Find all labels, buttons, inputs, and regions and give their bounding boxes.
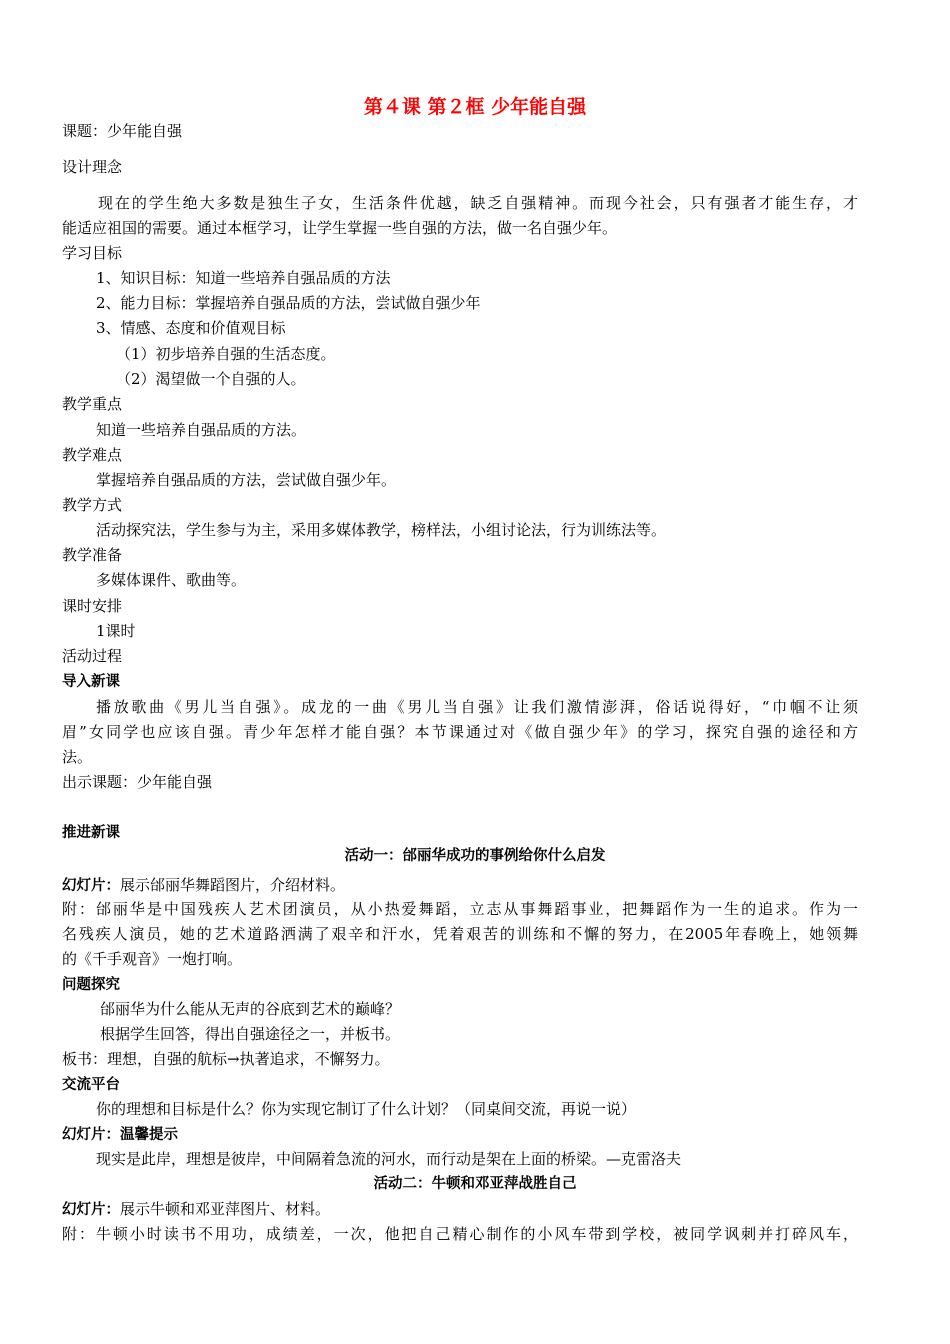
board-text: 板书：理想，自强的航标→执著追求，不懈努力。 — [62, 1050, 390, 1068]
slide-text: 展示牛顿和邓亚萍图片、材料。 — [120, 1200, 331, 1218]
tip-text: 现实是此岸，理想是彼岸，中间隔着急流的河水，而行动是架在上面的桥梁。—克雷洛夫 — [96, 1150, 682, 1168]
method-text: 活动探究法，学生参与为主，采用多媒体教学，榜样法，小组讨论法，行为训练法等。 — [96, 521, 667, 539]
page-title: 第４课 第２框 少年能自强 — [363, 96, 587, 118]
topic-line: 课题：少年能自强 — [62, 122, 183, 140]
show-topic-line: 出示课题：少年能自强 — [62, 773, 213, 791]
slide-line — [62, 1199, 330, 1220]
activity-one-title: 活动一：邰丽华成功的事例给你什么启发 — [344, 848, 606, 864]
prep-heading: 教学准备 — [62, 546, 123, 564]
slide-label: 幻灯片： — [62, 878, 120, 894]
goal-subitem: （1）初步培养自强的生活态度。 — [116, 345, 336, 363]
note-paragraph-line: 的《千手观音》一炮打响。 — [62, 950, 243, 968]
exchange-heading: 交流平台 — [62, 1077, 120, 1093]
slide-line — [62, 875, 345, 896]
intro-paragraph-line: 眉”女同学也应该自强。青少年怎样才能自强？本节课通过对《做自强少年》的学习，探究自强的途径和方 — [62, 723, 858, 741]
intro-paragraph-line: 播放歌曲《男儿当自强》。成龙的一曲《男儿当自强》让我们激情澎湃，俗话说得好，“巾帼不让须 — [96, 698, 858, 716]
goal-subitem: （2）渴望做一个自强的人。 — [116, 370, 306, 388]
answer-text: 根据学生回答，得出自强途径之一，并板书。 — [100, 1025, 401, 1043]
activity-two-title: 活动二：牛顿和邓亚萍战胜自己 — [373, 1176, 577, 1192]
intro-paragraph-line: 法。 — [62, 748, 93, 766]
prep-text: 多媒体课件、歌曲等。 — [96, 571, 247, 589]
note-paragraph-line: 名残疾人演员，她的艺术道路洒满了艰辛和汗水，凭着艰苦的训练和不懈的努力，在2005年春晚上，她领舞 — [62, 925, 858, 943]
advance-heading: 推进新课 — [62, 825, 120, 841]
tip-heading: 幻灯片：温馨提示 — [62, 1127, 178, 1143]
slide-text: 展示邰丽华舞蹈图片，介绍材料。 — [120, 876, 346, 894]
hours-heading: 课时安排 — [62, 597, 123, 615]
difficulty-heading: 教学难点 — [62, 446, 123, 464]
question-heading: 问题探究 — [62, 977, 120, 993]
concept-paragraph-line: 能适应祖国的需要。通过本框学习，让学生掌握一些自强的方法，做一名自强少年。 — [62, 219, 618, 237]
intro-heading: 导入新课 — [62, 674, 120, 690]
goal-item: 1、知识目标：知道一些培养自强品质的方法 — [96, 269, 391, 287]
method-heading: 教学方式 — [62, 496, 123, 514]
goals-heading: 学习目标 — [62, 244, 123, 262]
concept-heading: 设计理念 — [62, 158, 123, 176]
hours-text: 1课时 — [96, 622, 136, 640]
key-text: 知道一些培养自强品质的方法。 — [96, 421, 307, 439]
exchange-text: 你的理想和目标是什么？你为实现它制订了什么计划？（同桌间交流，再说一说） — [96, 1100, 637, 1118]
difficulty-text: 掌握培养自强品质的方法，尝试做自强少年。 — [96, 471, 397, 489]
goal-item: 2、能力目标：掌握培养自强品质的方法，尝试做自强少年 — [96, 294, 481, 312]
concept-paragraph-line: 现在的学生绝大多数是独生子女，生活条件优越，缺乏自强精神。而现今社会，只有强者才能生存，才 — [98, 194, 858, 212]
goal-item: 3、情感、态度和价值观目标 — [96, 319, 286, 337]
question-text: 邰丽华为什么能从无声的谷底到艺术的巅峰？ — [100, 1000, 401, 1018]
note-paragraph-line: 附：邰丽华是中国残疾人艺术团演员，从小热爱舞蹈，立志从事舞蹈事业，把舞蹈作为一生的追求。作为一 — [62, 900, 858, 918]
process-heading: 活动过程 — [62, 647, 123, 665]
slide-label: 幻灯片： — [62, 1202, 120, 1218]
key-heading: 教学重点 — [62, 395, 123, 413]
note-paragraph-line: 附：牛顿小时读书不用功，成绩差，一次，他把自己精心制作的小风车带到学校，被同学讽刺并打碎风车， — [62, 1225, 858, 1243]
